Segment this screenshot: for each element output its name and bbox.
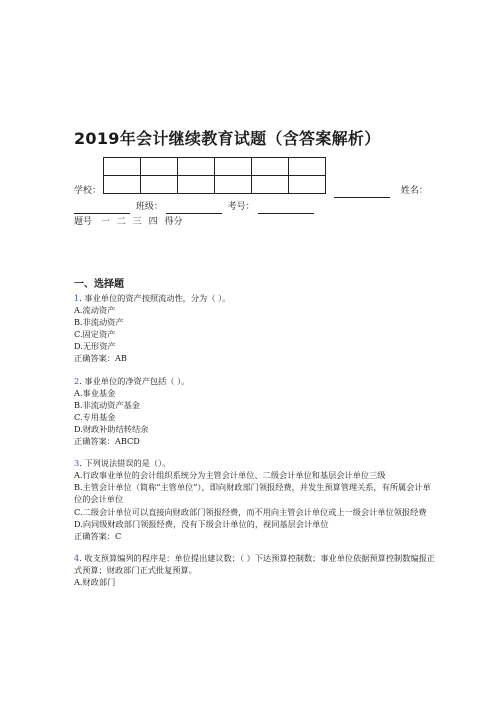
question-list xyxy=(74,292,436,598)
score-table xyxy=(103,157,326,194)
option-c: C.固定资产 xyxy=(74,329,116,340)
question-stem: 2. 事业单位的净资产包括（ ）。 xyxy=(74,375,190,386)
option-b: B.主管会计单位（简称“主管单位”），即向财政部门领报经费，并发生预算管理关系，有所属会计单位的会计单位 xyxy=(74,482,431,505)
section-heading: 一、选择题 xyxy=(74,279,124,290)
school-line xyxy=(74,185,104,197)
option-d: D.财政补助结转结余 xyxy=(74,423,149,434)
score-row-label: 题号 xyxy=(74,217,93,227)
option-b: B.非流动资产 xyxy=(74,317,124,328)
school-blank[interactable] xyxy=(74,201,130,214)
question-stem: 1. 事业单位的资产按照流动性，分为（ ）。 xyxy=(74,293,231,303)
answer-line: 正确答案：AB xyxy=(74,353,127,364)
score-table-row xyxy=(104,158,326,176)
question-stem: 3. 下列说法错误的是（）。 xyxy=(74,458,171,469)
score-row-labels xyxy=(74,216,182,228)
option-d: D.无形资产 xyxy=(74,341,116,352)
question-number: 3 xyxy=(74,458,80,469)
exam-no-label: 考号： xyxy=(227,202,255,212)
question-number: 1 xyxy=(74,293,80,303)
question-number: 2 xyxy=(74,375,80,386)
question-item xyxy=(74,375,436,448)
option-d: D.向同级财政部门领报经费，没有下级会计单位的，视同基层会计单位 xyxy=(74,518,329,529)
name-label: 姓名： xyxy=(400,186,428,196)
answer-line: 正确答案：C xyxy=(74,530,122,541)
option-a: A.流动资产 xyxy=(74,305,116,316)
answer-line: 正确答案：ABCD xyxy=(74,436,140,447)
score-col-4: 四 xyxy=(148,217,158,227)
question-stem: 4. 收支预算编列的程序是：单位提出建议数；（ ）下达预算控制数；事业单位依据预算控制数编报正式预算；财政部门正式批复预算。 xyxy=(74,552,435,575)
name-blank[interactable] xyxy=(334,185,390,198)
score-col-2: 二 xyxy=(116,217,126,227)
question-item xyxy=(74,292,436,365)
score-col-1: 一 xyxy=(100,217,110,227)
option-a: A.行政事业单位的会计组织系统分为主管会计单位、二级会计单位和基层会计单位三级 xyxy=(74,470,386,481)
score-table-row xyxy=(104,176,326,194)
class-label: 班级： xyxy=(135,202,163,212)
school-label: 学校： xyxy=(74,186,102,196)
exam-no-blank[interactable] xyxy=(258,201,314,214)
class-line xyxy=(74,201,314,214)
option-a: A.财政部门 xyxy=(74,576,116,587)
score-col-total: 得分 xyxy=(164,217,183,227)
question-item xyxy=(74,457,436,542)
page-title: 2019年会计继续教育试题（含答案解析） xyxy=(74,129,381,148)
option-c: C.二级会计单位可以直接向财政部门领报经费，而不用向主管会计单位或上一级会计单位领报经费 xyxy=(74,506,427,517)
option-a: A.事业基金 xyxy=(74,387,116,398)
option-b: B.非流动资产基金 xyxy=(74,399,140,410)
question-number: 4 xyxy=(74,552,80,563)
score-col-3: 三 xyxy=(132,217,142,227)
option-c: C.专用基金 xyxy=(74,411,116,422)
name-line xyxy=(334,185,428,198)
class-blank[interactable] xyxy=(166,201,222,214)
question-item xyxy=(74,552,436,588)
